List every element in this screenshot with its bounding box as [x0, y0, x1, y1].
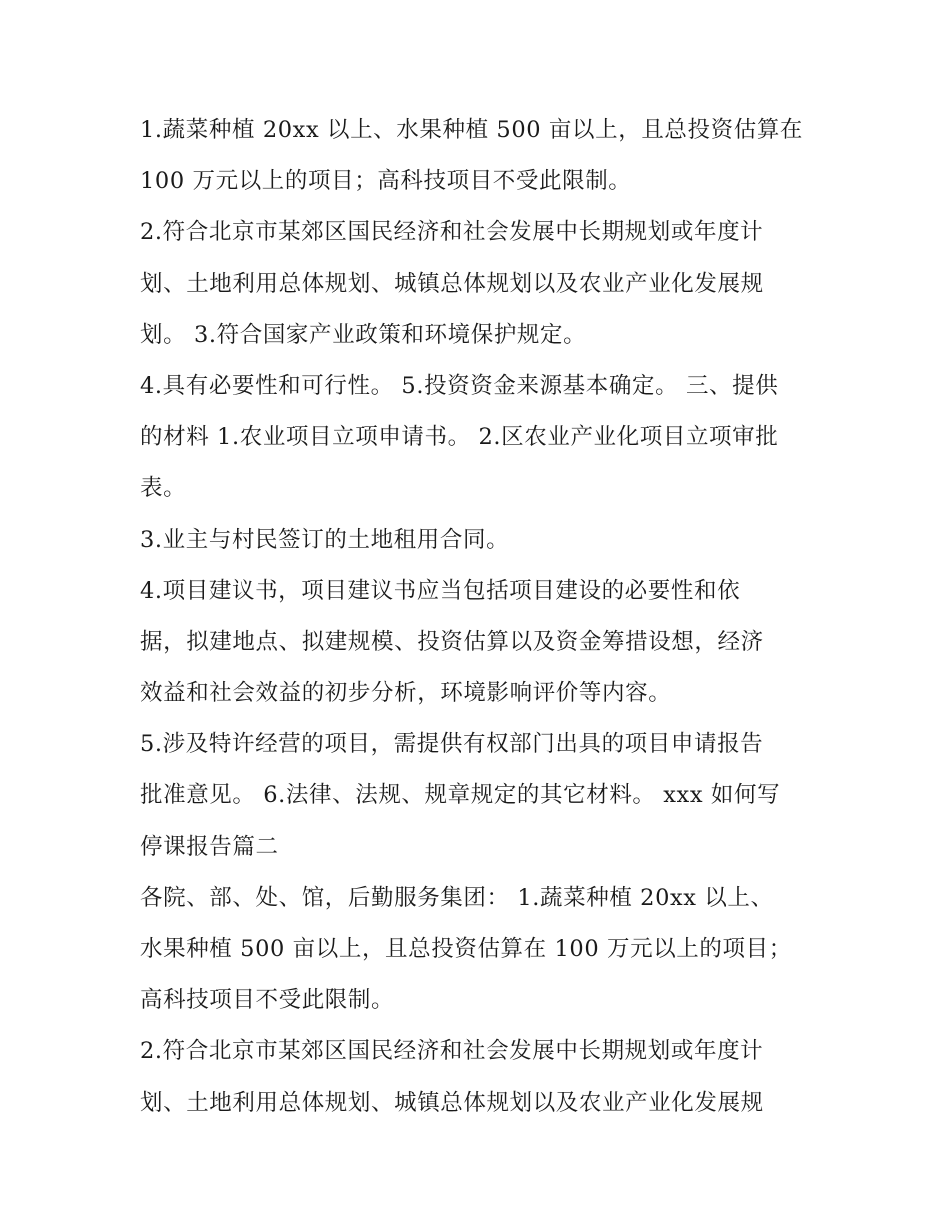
text-line: 3.业主与村民签订的土地租用合同。 [140, 526, 510, 553]
text-line: 效益和社会效益的初步分析，环境影响评价等内容。 [140, 680, 672, 707]
text-line: 各院、部、处、馆，后勤服务集团： 1.蔬菜种植 20xx 以上、 [140, 884, 774, 911]
text-line: 划、土地利用总体规划、城镇总体规划以及农业产业化发展规 [140, 270, 764, 297]
text-line: 据，拟建地点、拟建规模、投资估算以及资金筹措设想，经济 [140, 628, 764, 655]
text-line: 2.符合北京市某郊区国民经济和社会发展中长期规划或年度计 [140, 219, 764, 246]
text-line: 1.蔬菜种植 20xx 以上、水果种植 500 亩以上，且总投资估算在 [140, 117, 804, 143]
text-line: 100 万元以上的项目；高科技项目不受此限制。 [140, 168, 632, 195]
text-line: 划。 3.符合国家产业政策和环境保护规定。 [140, 321, 587, 348]
text-line: 的材料 1.农业项目立项申请书。 2.区农业产业化项目立项审批 [140, 424, 779, 451]
text-line: 批准意见。 6.法律、法规、规章规定的其它材料。 xxx 如何写 [140, 782, 781, 809]
text-line: 4.项目建议书，项目建议书应当包括项目建设的必要性和依 [140, 577, 741, 604]
text-line: 4.具有必要性和可行性。 5.投资资金来源基本确定。 三、提供 [140, 372, 779, 399]
text-line: 停课报告篇二 [140, 833, 279, 860]
text-line: 高科技项目不受此限制。 [140, 987, 395, 1014]
document-body [140, 105, 815, 1129]
text-line: 划、土地利用总体规划、城镇总体规划以及农业产业化发展规 [140, 1089, 764, 1116]
text-line: 水果种植 500 亩以上，且总投资估算在 100 万元以上的项目； [140, 936, 792, 962]
text-line: 2.符合北京市某郊区国民经济和社会发展中长期规划或年度计 [140, 1038, 764, 1065]
text-line: 表。 [140, 475, 187, 502]
text-line: 5.涉及特许经营的项目，需提供有权部门出具的项目申请报告 [140, 731, 764, 758]
